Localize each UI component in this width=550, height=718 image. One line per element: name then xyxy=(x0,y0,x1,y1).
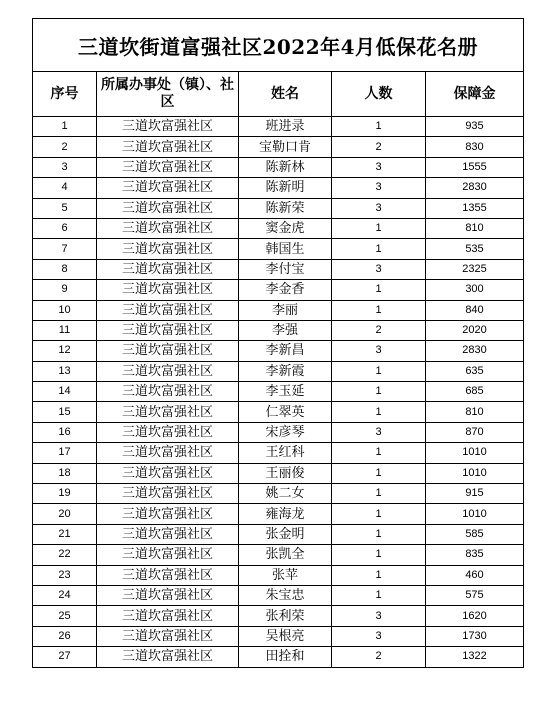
cell-people: 1 xyxy=(332,361,426,381)
cell-area: 三道坎富强社区 xyxy=(97,443,239,463)
cell-amount: 1620 xyxy=(426,606,524,626)
cell-amount: 1010 xyxy=(426,443,524,463)
cell-name: 仁翠英 xyxy=(239,402,332,422)
table-row xyxy=(33,361,524,381)
cell-people: 3 xyxy=(332,606,426,626)
cell-area: 三道坎富强社区 xyxy=(97,422,239,442)
cell-index: 22 xyxy=(33,545,97,565)
cell-people: 1 xyxy=(332,565,426,585)
table-row xyxy=(33,402,524,422)
table-row xyxy=(33,117,524,137)
cell-people: 1 xyxy=(332,117,426,137)
cell-index: 20 xyxy=(33,504,97,524)
table-row xyxy=(33,341,524,361)
cell-people: 1 xyxy=(332,463,426,483)
cell-index: 5 xyxy=(33,198,97,218)
table-row xyxy=(33,300,524,320)
cell-area: 三道坎富强社区 xyxy=(97,565,239,585)
table-row xyxy=(33,157,524,177)
cell-name: 张苹 xyxy=(239,565,332,585)
cell-index: 13 xyxy=(33,361,97,381)
cell-index: 9 xyxy=(33,280,97,300)
table-row xyxy=(33,606,524,626)
cell-index: 7 xyxy=(33,239,97,259)
cell-people: 1 xyxy=(332,585,426,605)
cell-area: 三道坎富强社区 xyxy=(97,524,239,544)
cell-area: 三道坎富强社区 xyxy=(97,239,239,259)
cell-name: 姚二女 xyxy=(239,484,332,504)
cell-area: 三道坎富强社区 xyxy=(97,606,239,626)
cell-amount: 300 xyxy=(426,280,524,300)
table-row xyxy=(33,239,524,259)
cell-area: 三道坎富强社区 xyxy=(97,361,239,381)
cell-amount: 585 xyxy=(426,524,524,544)
cell-index: 4 xyxy=(33,178,97,198)
cell-name: 班进录 xyxy=(239,117,332,137)
cell-index: 14 xyxy=(33,382,97,402)
document-title: 三道坎街道富强社区2022年4月低保花名册 xyxy=(33,19,524,72)
cell-amount: 915 xyxy=(426,484,524,504)
cell-area: 三道坎富强社区 xyxy=(97,198,239,218)
cell-people: 1 xyxy=(332,443,426,463)
cell-amount: 1322 xyxy=(426,647,524,667)
cell-people: 1 xyxy=(332,484,426,504)
cell-index: 23 xyxy=(33,565,97,585)
cell-area: 三道坎富强社区 xyxy=(97,137,239,157)
table-row xyxy=(33,524,524,544)
cell-index: 2 xyxy=(33,137,97,157)
table-row xyxy=(33,565,524,585)
table-row xyxy=(33,382,524,402)
cell-name: 王丽俊 xyxy=(239,463,332,483)
cell-area: 三道坎富强社区 xyxy=(97,585,239,605)
cell-name: 李金香 xyxy=(239,280,332,300)
cell-index: 11 xyxy=(33,320,97,340)
cell-name: 韩国生 xyxy=(239,239,332,259)
cell-amount: 870 xyxy=(426,422,524,442)
cell-amount: 2325 xyxy=(426,259,524,279)
table-row xyxy=(33,137,524,157)
cell-amount: 635 xyxy=(426,361,524,381)
cell-index: 6 xyxy=(33,218,97,238)
cell-amount: 2830 xyxy=(426,178,524,198)
cell-index: 25 xyxy=(33,606,97,626)
cell-amount: 935 xyxy=(426,117,524,137)
cell-amount: 460 xyxy=(426,565,524,585)
cell-index: 16 xyxy=(33,422,97,442)
table-row xyxy=(33,280,524,300)
column-header-row xyxy=(33,72,524,117)
cell-amount: 1010 xyxy=(426,463,524,483)
cell-people: 1 xyxy=(332,504,426,524)
cell-name: 李付宝 xyxy=(239,259,332,279)
cell-people: 3 xyxy=(332,626,426,646)
cell-amount: 1355 xyxy=(426,198,524,218)
cell-area: 三道坎富强社区 xyxy=(97,382,239,402)
cell-amount: 810 xyxy=(426,402,524,422)
table-row xyxy=(33,484,524,504)
cell-name: 雍海龙 xyxy=(239,504,332,524)
cell-name: 李玉延 xyxy=(239,382,332,402)
cell-name: 窦金虎 xyxy=(239,218,332,238)
cell-name: 王红科 xyxy=(239,443,332,463)
cell-area: 三道坎富强社区 xyxy=(97,647,239,667)
cell-area: 三道坎富强社区 xyxy=(97,157,239,177)
roster-table xyxy=(32,18,524,668)
cell-index: 8 xyxy=(33,259,97,279)
cell-index: 12 xyxy=(33,341,97,361)
cell-name: 张凯全 xyxy=(239,545,332,565)
cell-index: 24 xyxy=(33,585,97,605)
column-header-index: 序号 xyxy=(33,72,97,117)
column-header-name: 姓名 xyxy=(239,72,332,117)
column-header-people: 人数 xyxy=(332,72,426,117)
table-row xyxy=(33,218,524,238)
cell-area: 三道坎富强社区 xyxy=(97,117,239,137)
table-row xyxy=(33,647,524,667)
cell-index: 1 xyxy=(33,117,97,137)
column-header-area: 所属办事处（镇）、社区 xyxy=(97,72,239,117)
cell-people: 1 xyxy=(332,524,426,544)
cell-area: 三道坎富强社区 xyxy=(97,626,239,646)
cell-area: 三道坎富强社区 xyxy=(97,280,239,300)
cell-area: 三道坎富强社区 xyxy=(97,300,239,320)
cell-people: 3 xyxy=(332,198,426,218)
cell-index: 3 xyxy=(33,157,97,177)
cell-people: 3 xyxy=(332,178,426,198)
column-header-amount: 保障金 xyxy=(426,72,524,117)
cell-people: 1 xyxy=(332,382,426,402)
cell-people: 3 xyxy=(332,422,426,442)
cell-amount: 685 xyxy=(426,382,524,402)
table-row xyxy=(33,545,524,565)
cell-area: 三道坎富强社区 xyxy=(97,504,239,524)
cell-area: 三道坎富强社区 xyxy=(97,402,239,422)
cell-people: 1 xyxy=(332,280,426,300)
cell-people: 2 xyxy=(332,647,426,667)
cell-name: 李丽 xyxy=(239,300,332,320)
table-row xyxy=(33,422,524,442)
cell-people: 2 xyxy=(332,320,426,340)
cell-amount: 835 xyxy=(426,545,524,565)
cell-name: 李强 xyxy=(239,320,332,340)
cell-index: 10 xyxy=(33,300,97,320)
cell-name: 李新霞 xyxy=(239,361,332,381)
cell-name: 朱宝忠 xyxy=(239,585,332,605)
cell-amount: 1010 xyxy=(426,504,524,524)
cell-amount: 535 xyxy=(426,239,524,259)
table-row xyxy=(33,626,524,646)
cell-area: 三道坎富强社区 xyxy=(97,545,239,565)
cell-area: 三道坎富强社区 xyxy=(97,178,239,198)
cell-amount: 1730 xyxy=(426,626,524,646)
cell-name: 李新昌 xyxy=(239,341,332,361)
cell-name: 陈新明 xyxy=(239,178,332,198)
cell-name: 陈新林 xyxy=(239,157,332,177)
table-row xyxy=(33,259,524,279)
cell-people: 3 xyxy=(332,341,426,361)
cell-name: 吴根亮 xyxy=(239,626,332,646)
cell-index: 27 xyxy=(33,647,97,667)
cell-people: 3 xyxy=(332,157,426,177)
cell-name: 陈新荣 xyxy=(239,198,332,218)
table-body xyxy=(33,117,524,668)
cell-people: 1 xyxy=(332,545,426,565)
cell-name: 张利荣 xyxy=(239,606,332,626)
cell-people: 3 xyxy=(332,259,426,279)
table-row xyxy=(33,178,524,198)
cell-people: 2 xyxy=(332,137,426,157)
cell-index: 17 xyxy=(33,443,97,463)
table-row xyxy=(33,443,524,463)
cell-index: 18 xyxy=(33,463,97,483)
cell-area: 三道坎富强社区 xyxy=(97,218,239,238)
cell-amount: 575 xyxy=(426,585,524,605)
cell-amount: 2020 xyxy=(426,320,524,340)
cell-index: 26 xyxy=(33,626,97,646)
cell-index: 19 xyxy=(33,484,97,504)
cell-name: 张金明 xyxy=(239,524,332,544)
cell-amount: 830 xyxy=(426,137,524,157)
cell-people: 1 xyxy=(332,402,426,422)
cell-area: 三道坎富强社区 xyxy=(97,320,239,340)
cell-people: 1 xyxy=(332,218,426,238)
cell-people: 1 xyxy=(332,239,426,259)
cell-area: 三道坎富强社区 xyxy=(97,463,239,483)
table-row xyxy=(33,504,524,524)
cell-index: 15 xyxy=(33,402,97,422)
table-row xyxy=(33,320,524,340)
cell-amount: 1555 xyxy=(426,157,524,177)
cell-name: 宋彦琴 xyxy=(239,422,332,442)
cell-amount: 810 xyxy=(426,218,524,238)
cell-name: 田拴和 xyxy=(239,647,332,667)
cell-name: 宝勒口肯 xyxy=(239,137,332,157)
table-row xyxy=(33,198,524,218)
cell-amount: 840 xyxy=(426,300,524,320)
cell-people: 1 xyxy=(332,300,426,320)
cell-area: 三道坎富强社区 xyxy=(97,484,239,504)
table-row xyxy=(33,463,524,483)
cell-area: 三道坎富强社区 xyxy=(97,259,239,279)
cell-index: 21 xyxy=(33,524,97,544)
table-row xyxy=(33,585,524,605)
cell-amount: 2830 xyxy=(426,341,524,361)
cell-area: 三道坎富强社区 xyxy=(97,341,239,361)
